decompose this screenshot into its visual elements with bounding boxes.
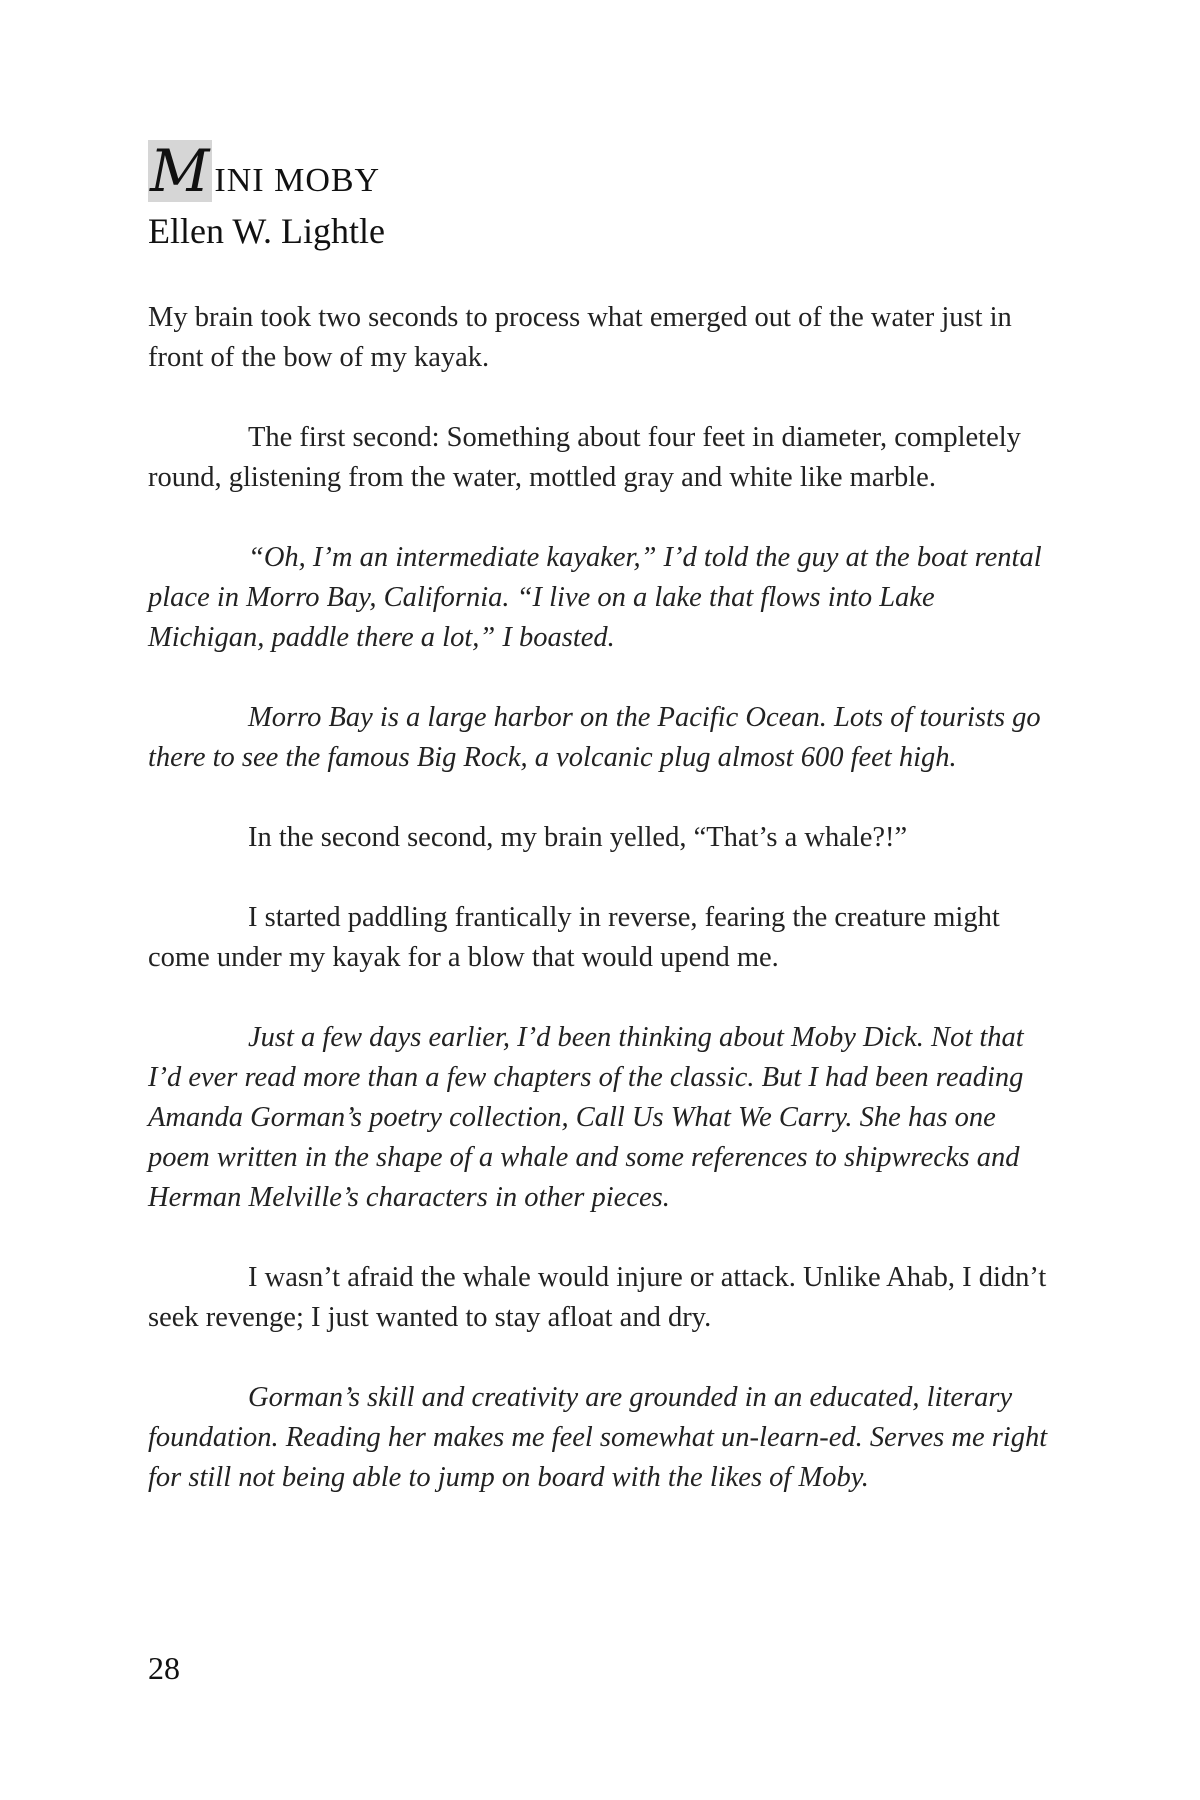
paragraph-9: Gorman’s skill and creativity are grounded in an educated, literary foundation. Reading her makes me feel somewhat un-learn-ed. Serves me right for still not being able to jump on board with the likes of Moby. <box>148 1382 1048 1493</box>
paragraph-1: My brain took two seconds to process what emerged out of the water just in front of the bow of my kayak. <box>148 302 1012 373</box>
page-number: 28 <box>148 1650 180 1686</box>
title-drop-cap: M <box>148 140 212 202</box>
paragraph-3: “Oh, I’m an intermediate kayaker,” I’d told the guy at the boat rental place in Morro Bay, California. “I live on a lake that flows into Lake Michigan, paddle there a lot,” I boasted. <box>148 542 1042 653</box>
paragraph-8: I wasn’t afraid the whale would injure or attack. Unlike Ahab, I didn’t seek revenge; I just wanted to stay afloat and dry. <box>148 1262 1047 1333</box>
title-text: INI MOBY <box>214 162 381 199</box>
paragraph-2: The first second: Something about four feet in diameter, completely round, glistening from the water, mottled gray and white like marble. <box>148 422 1021 493</box>
story-title <box>148 137 1048 205</box>
paragraph-4: Morro Bay is a large harbor on the Pacific Ocean. Lots of tourists go there to see the famous Big Rock, a volcanic plug almost 600 feet high. <box>148 702 1041 773</box>
paragraph-6: I started paddling frantically in reverse, fearing the creature might come under my kayak for a blow that would upend me. <box>148 902 1000 973</box>
paragraph-5: In the second second, my brain yelled, “That’s a whale?!” <box>248 822 908 853</box>
title-block <box>148 137 1048 252</box>
story-body <box>148 298 1048 1538</box>
paragraph-7: Just a few days earlier, I’d been thinking about Moby Dick. Not that I’d ever read more than a few chapters of the classic. But I had been reading Amanda Gorman’s poetry collection, Call Us What We Carry. She has one poem written in the shape of a whale and some references to shipwrecks and Herman Melville’s characters in other pieces. <box>148 1022 1024 1213</box>
author-name: Ellen W. Lightle <box>148 211 385 251</box>
